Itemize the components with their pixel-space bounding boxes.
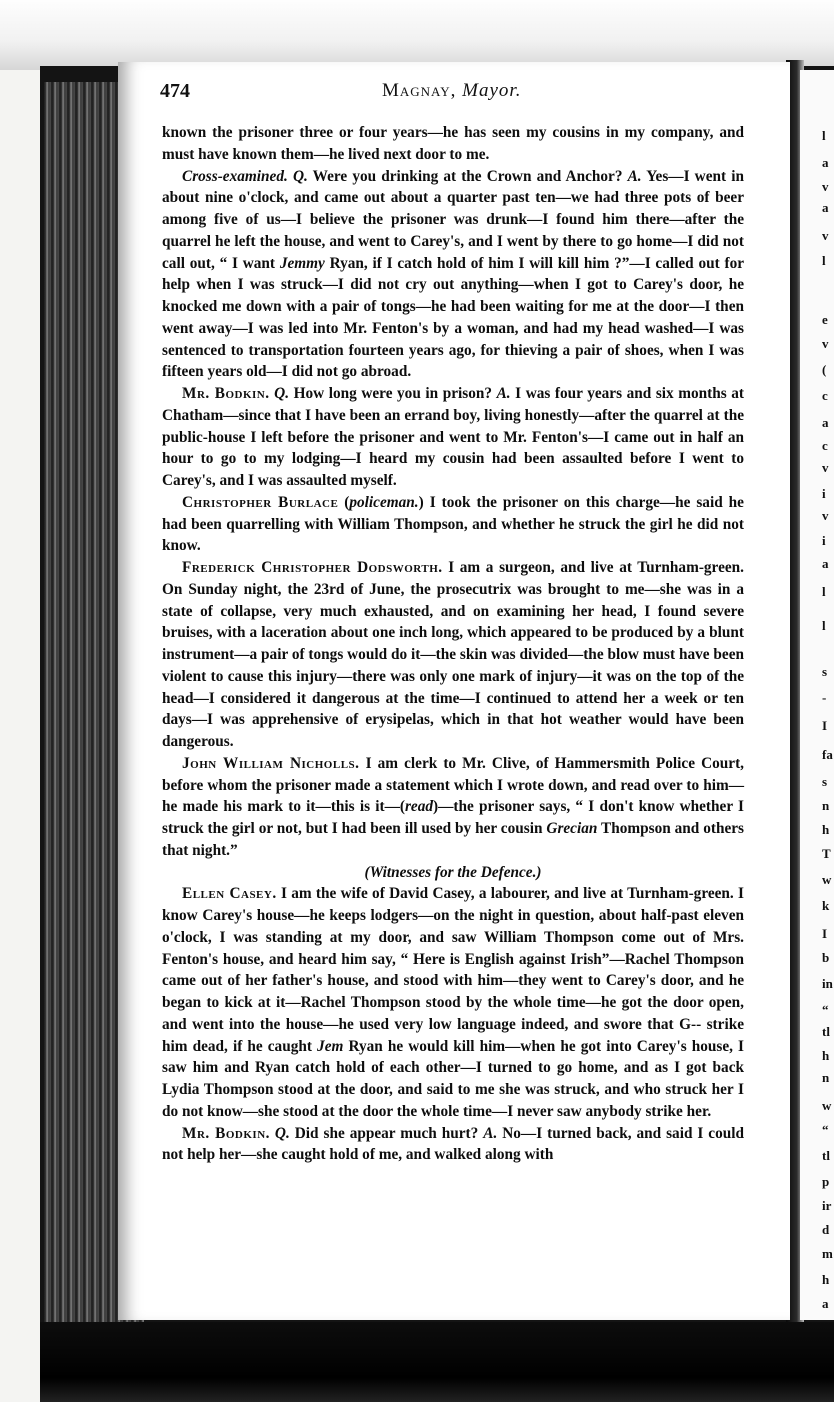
facing-page-fragment: a bbox=[822, 415, 829, 430]
text-run: I am a surgeon, and live at Turnham-green. On Sunday night, the 23rd of June, the prosecutrix was brought to me—she was in a state of collapse, very much exhausted, and on examining her head, I found severe bruises, with a laceration about one inch long, which appeared to be produced by a blunt instrument—a pair of tongs would do it—the skin was divided—the blow must have been violent to cause this injury—there was only one mark of injury—it was on the top of the head—I considered it dangerous at the time—I continued to attend her a week or ten days—I was apprehensive of erysipelas, which in that hot weather would have been dangerous. bbox=[162, 559, 744, 750]
text-run: John William Nicholls. bbox=[182, 754, 360, 772]
facing-page-fragment: l bbox=[822, 584, 826, 599]
facing-page-fragment: b bbox=[822, 950, 830, 965]
paragraph-p6 bbox=[162, 753, 744, 862]
text-run: known the prisoner three or four years—he has seen my cousins in my company, and must have known them—he lived next door to me. bbox=[162, 124, 744, 163]
text-run: How long were you in prison? bbox=[289, 385, 497, 402]
facing-page-fragment: h bbox=[822, 1272, 830, 1287]
facing-page-fragment: tl bbox=[822, 1024, 830, 1039]
running-head bbox=[160, 80, 760, 110]
facing-page-fragment: k bbox=[822, 898, 830, 913]
facing-page-fragment: w bbox=[822, 1098, 832, 1113]
facing-page-fragment: l bbox=[822, 128, 826, 143]
text-run: I was four years and six months at Chatham—since that I have been an errand boy, living honestly—after the quarrel at the public-house I left before the prisoner and went to Mr. Fenton's—I came out in half an hour to go to my lodging—I heard my cousin had been assaulted before I went to Carey's, and I was assaulted myself. bbox=[162, 385, 744, 489]
facing-page-fragment: i bbox=[822, 533, 826, 548]
text-run: Q. bbox=[292, 167, 308, 185]
text-run: read bbox=[404, 798, 434, 816]
text-run: Jem bbox=[317, 1037, 344, 1055]
facing-page-fragment: h bbox=[822, 822, 830, 837]
facing-page-fragment: l bbox=[822, 253, 826, 268]
text-run: Q. bbox=[274, 1124, 290, 1142]
facing-page-fragment: v bbox=[822, 460, 829, 475]
text-run: Q. bbox=[274, 385, 290, 402]
facing-page-fragment: “ bbox=[822, 1122, 829, 1137]
facing-page-fragment: i bbox=[822, 486, 826, 501]
text-run: ( bbox=[338, 493, 350, 511]
text-run: A. bbox=[627, 167, 642, 185]
facing-page-fragment: s bbox=[822, 774, 828, 789]
facing-page-fragment: d bbox=[822, 1222, 830, 1237]
facing-page-fragment: I bbox=[822, 718, 828, 733]
facing-page-fragment: w bbox=[822, 872, 832, 887]
facing-page-fragment: - bbox=[822, 690, 827, 705]
text-run: (Witnesses for the Defence.) bbox=[364, 863, 542, 881]
text-run: A. bbox=[496, 385, 511, 402]
facing-page-fragment: m bbox=[822, 1246, 833, 1261]
text-run: Did she appear much hurt? bbox=[289, 1124, 484, 1142]
facing-page-fragment: a bbox=[822, 556, 829, 571]
facing-page-fragment: v bbox=[822, 179, 829, 194]
facing-page-fragment: a bbox=[822, 1296, 829, 1311]
facing-page-fragment: v bbox=[822, 336, 829, 351]
facing-page-fragment: n bbox=[822, 798, 830, 813]
paragraph-p3 bbox=[162, 383, 744, 492]
text-run: Grecian bbox=[546, 820, 598, 837]
paragraph-p8 bbox=[162, 883, 744, 1122]
running-title-italic: Mayor. bbox=[462, 80, 522, 101]
text-run: Ryan, if I catch hold of him I will kill him ?”—I called out for help when I was struck—I did not cry out anything—when I got to Carey's door, he knocked me down with a pair of tongs—he had been waiting for me at the door—I then went away—I was led into Mr. Fenton's by a woman, and had my head washed—I was sentenced to transportation fourteen years ago, for thieving a pair of shoes, when I was fifteen years old—I did not go abroad. bbox=[162, 254, 745, 381]
text-run: Ellen Casey. bbox=[182, 885, 277, 903]
page-number: 474 bbox=[160, 80, 190, 102]
facing-page-fragment: tl bbox=[822, 1148, 830, 1163]
text-run: Mr. Bodkin. bbox=[182, 1124, 270, 1142]
running-title-main: Magnay, bbox=[382, 80, 457, 101]
text-run: Mr. Bodkin. bbox=[182, 385, 270, 402]
paragraph-p2 bbox=[162, 166, 744, 384]
text-run: No—I turned back, and said I could not help her—she caught hold of me, and walked along with bbox=[162, 1124, 744, 1164]
page-body-text bbox=[162, 122, 744, 1166]
text-run: ) I took the prisoner on this charge—he said he had been quarrelling with William Thompson, and whether he struck the girl he did not know. bbox=[162, 493, 744, 555]
text-run: Christopher Burlace bbox=[182, 493, 339, 511]
paragraph-p5 bbox=[162, 557, 744, 753]
text-run: I am clerk to Mr. Clive, of Hammersmith Police Court, before whom the prisoner made a statement which I wrote down, and read over to him—he made his mark to it—this is it—( bbox=[162, 754, 744, 816]
facing-page-fragment: c bbox=[822, 388, 828, 403]
text-run: Frederick Christopher Dodsworth. bbox=[182, 559, 443, 576]
text-run: Jemmy bbox=[279, 254, 325, 272]
paragraph-p9 bbox=[162, 1123, 744, 1167]
facing-page-fragment: l bbox=[822, 618, 826, 633]
facing-page-fragment: v bbox=[822, 228, 829, 243]
scan-top-margin bbox=[0, 0, 834, 70]
paragraph-p7 bbox=[162, 862, 744, 884]
facing-page-fragment: a bbox=[822, 155, 829, 170]
facing-page-fragment: in bbox=[822, 976, 833, 991]
text-run: Thompson and others that night.” bbox=[162, 820, 745, 859]
facing-page-fragment: s bbox=[822, 664, 828, 679]
paragraph-p1 bbox=[162, 122, 744, 166]
facing-page-fragment: n bbox=[822, 1070, 830, 1085]
text-run: Ryan he would kill him—when he got into Carey's house, I saw him and Ryan catch hold of each other—I turned to go home, and as I got back Lydia Thompson stood at the door, and said to me she was struck, and who struck her I do not know—she stood at the door the whole time—I never saw anybody strike her. bbox=[162, 1037, 745, 1120]
text-run: Cross-examined. bbox=[182, 167, 288, 185]
facing-page-fragment: a bbox=[822, 200, 829, 215]
facing-page-fragment: “ bbox=[822, 1002, 829, 1017]
scan-bottom-band bbox=[40, 1322, 834, 1402]
facing-page-fragment: c bbox=[822, 438, 828, 453]
facing-page-fragment: v bbox=[822, 508, 829, 523]
text-run: Yes—I went in about nine o'clock, and came out about a quarter past ten—we had three pots of beer among five of us—I believe the prisoner was drunk—I found him there—after the quarrel he left the house, and went to Carey's, and I went by there to go home—I did not call out, “ I want bbox=[162, 167, 744, 272]
facing-page-fragment: fa bbox=[822, 747, 833, 762]
running-title bbox=[382, 80, 521, 102]
text-run: I am the wife of David Casey, a labourer, and live at Turnham-green. I know Carey's house—he keeps lodgers—on the night in question, about half-past eleven o'clock, I was standing at my door, and saw William Thompson come out of Mrs. Fenton's house, and heard him say, “ Here is English against Irish”—Rachel Thompson came out of her father's house, and stood with him—they went to Carey's door, and he began to kick at it—Rachel Thompson stood by the whole time—he got the door open, and went into the house—he used very low language indeed, and swore that G-- strike him dead, if he caught bbox=[162, 885, 744, 1055]
text-run: policeman. bbox=[349, 493, 419, 511]
facing-page-fragment: p bbox=[822, 1174, 830, 1189]
text-run: )—the prisoner says, “ I don't know whether I struck the girl or not, but I had been ill used by her cousin bbox=[162, 798, 744, 837]
facing-page-fragment: h bbox=[822, 1048, 830, 1063]
text-run: Were you drinking at the Crown and Anchor? bbox=[307, 167, 628, 185]
paragraph-p4 bbox=[162, 492, 744, 557]
facing-page-fragment: ( bbox=[822, 362, 827, 377]
facing-page-fragment: e bbox=[822, 312, 828, 327]
facing-page-fragment: ir bbox=[822, 1198, 832, 1213]
facing-page-fragment: I bbox=[822, 926, 828, 941]
text-run: A. bbox=[483, 1124, 498, 1142]
facing-page-fragment: T bbox=[822, 846, 831, 861]
